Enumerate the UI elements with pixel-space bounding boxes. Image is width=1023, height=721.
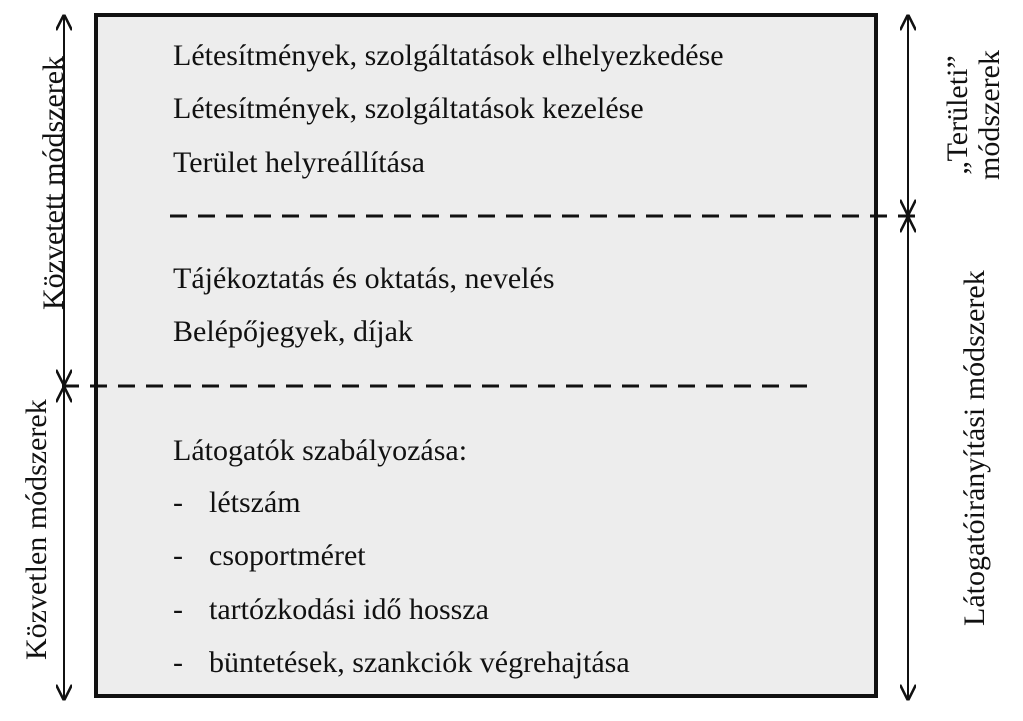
item-information-education: Tájékoztatás és oktatás, nevelés: [173, 262, 555, 295]
label-direct-methods: Közvetlen módszerek: [20, 399, 53, 660]
list-item: [173, 541, 366, 571]
list-item: [173, 595, 489, 625]
bullet-dash: -: [173, 486, 183, 519]
visitor-regulation-heading: Látogatók szabályozása:: [173, 434, 468, 467]
list-item: [173, 648, 630, 678]
item-facility-location: Létesítmények, szolgáltatások elhelyezkedése: [173, 39, 724, 72]
label-territorial-methods: módszerek: [973, 50, 1006, 180]
label-indirect-methods: Közvetett módszerek: [37, 55, 70, 310]
bullet-dash: -: [173, 593, 183, 626]
item-area-restoration: Terület helyreállítása: [173, 146, 425, 179]
bullet-dash: -: [173, 539, 183, 572]
list-item: [173, 488, 301, 518]
list-item-label: létszám: [209, 486, 301, 519]
bullet-dash: -: [173, 646, 183, 679]
label-visitor-management-methods: Látogatóirányítási módszerek: [958, 270, 991, 626]
item-tickets-fees: Belépőjegyek, díjak: [173, 315, 413, 348]
label-territorial-quoted: „Területi”: [941, 55, 974, 175]
list-item-label: csoportméret: [209, 539, 366, 572]
list-item-label: büntetések, szankciók végrehajtása: [209, 646, 630, 679]
item-facility-management: Létesítmények, szolgáltatások kezelése: [173, 92, 644, 125]
list-item-label: tartózkodási idő hossza: [209, 593, 489, 626]
